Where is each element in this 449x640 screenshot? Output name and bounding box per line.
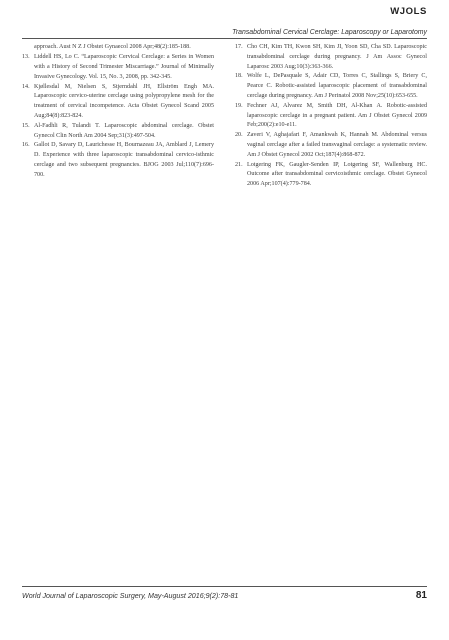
reference-number: 16. [22,142,30,149]
reference-text: Gallot D, Savary D, Laurichesse H, Bournazeau JA, Amblard J, Lemery D. Experience with three laparoscopic transabdominal cervico-isthmic cerclage and two subsequent pregnancies. BJOG 2003 Jul;110(7):696-700. [34,142,214,178]
footer-rule [22,586,427,587]
references-left-column [22,43,214,181]
page-number: 81 [415,590,427,601]
reference-item [22,141,214,180]
reference-text: Wolfe L, DePasquale S, Adair CD, Torres C, Stallings S, Briery C, Pearce C. Robotic-assisted laparoscopic placement of transabdominal cerclage during pregnancy. Am J Perinatol 2008 Nov;25(10):653-655. [247,73,427,99]
reference-text: approach. Aust N Z J Obstet Gynaecol 2008 Apr;48(2):185-188. [34,44,191,50]
running-title: Transabdominal Cervical Cerclage: Laparoscopy or Laparotomy [232,29,427,36]
reference-text: Al-Fadhli R, Tulandi T. Laparoscopic abdominal cerclage. Obstet Gynecol Clin North Am 2004 Sep;31(3):497-504. [34,122,214,139]
reference-number: 13. [22,54,30,61]
reference-number: 17. [235,44,243,50]
reference-text: Fechner AJ, Alvarez M, Smith DH, Al-Khan A. Robotic-assisted laparoscopic cerclage in a pregnant patient. Am J Obstet Gynecol 2009 Feb;200(2):e10-e11. [247,102,427,129]
references-right-column [235,43,427,190]
reference-number: 14. [22,83,30,90]
reference-item [22,83,214,122]
reference-number: 18. [235,73,243,80]
reference-number: 21. [235,161,243,168]
reference-item [235,131,427,160]
reference-item [22,53,214,82]
reference-text: Kjøllesdal M, Nielsen S, Stjerndahl JH, Ellström Engh MA. Laparoscopic cervico-uterine cerclage using polypropylene mesh for the treatment of cervical incompetence. Acta Obstet Gynecol Scand 2005 Aug;84(8):823-824. [34,83,214,120]
reference-text: Liddell HS, Lo C. “Laparoscopic Cervical Cerclage: a Series in Women with a History of Second Trimester Miscarriage.” Journal of Minimally Invasive Gynecology. Vol. 15, No. 3, 2008, pp. 342-345. [34,54,214,80]
reference-item [235,161,427,190]
reference-item [235,102,427,131]
reference-number: 15. [22,122,30,129]
header-rule [22,38,427,39]
reference-text: Lotgering FK, Gaugler-Senden IP, Lotgering SF, Wallenburg HC. Outcome after transabdominal cervicoisthmic cerclage. Obstet Gynecol 2006 Apr;107(4):779-784. [247,161,427,188]
reference-number: 20. [235,132,243,139]
footer-journal-citation: World Journal of Laparoscopic Surgery, May-August 2016;9(2):78-81 [22,592,239,600]
reference-text: Cho CH, Kim TH, Kwon SH, Kim JI, Yoon SD, Cha SD. Laparoscopic transabdominal cerclage during pregnancy. J Am Assoc Gynecol Laparosc 2003 Aug;10(3):363-366. [247,44,427,70]
reference-item [22,43,214,53]
journal-badge: WJOLS [390,6,427,17]
reference-item [235,72,427,101]
reference-item [22,122,214,142]
reference-item [235,43,427,72]
reference-text: Zaveri V, Aghajafari F, Amankwah K, Hannah M. Abdominal versus vaginal cerclage after a failed transvaginal cerclage: a systematic review. Am J Obstet Gynecol 2002 Oct;187(4):868-872. [247,132,427,158]
reference-number: 19. [235,102,243,109]
